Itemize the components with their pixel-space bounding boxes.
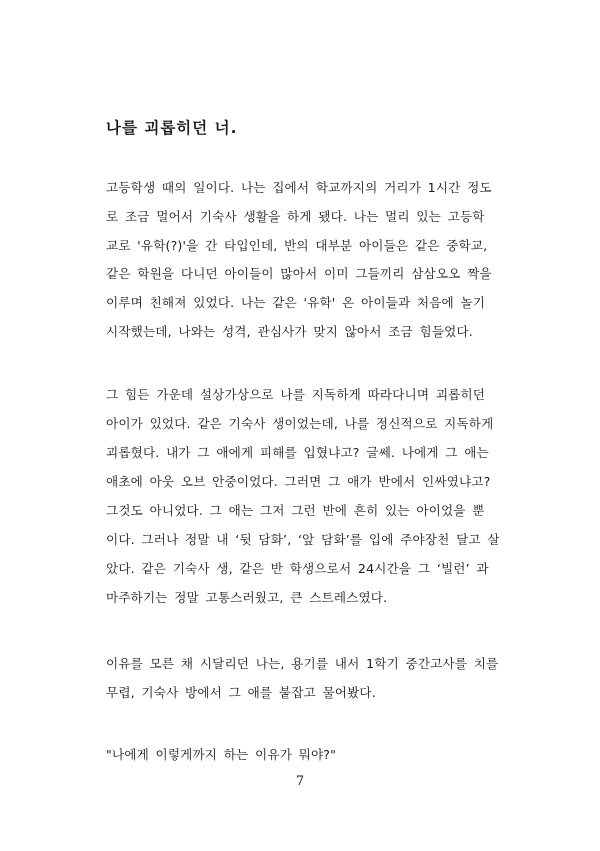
paragraph-3-line-1: 이유를 모른 채 시달리던 나는, 용기를 내서 1학기 중간고사를 치를 [106,656,499,671]
paragraph-2-line-3: 괴롭혔다. 내가 그 애에게 피해를 입혔냐고? 글쎄. 나에게 그 애는 [106,445,489,460]
paragraph-2-line-1: 그 힘든 가운데 설상가상으로 나를 지독하게 따라다니며 괴롭히던 [106,387,486,402]
page-number: 7 [295,774,305,789]
dialogue-line: "나에게 이렇게까지 하는 이유가 뭐야?" [106,747,337,762]
paragraph-2-line-2: 아이가 있었다. 같은 기숙사 생이었는데, 나를 정신적으로 지독하게 [106,416,494,431]
paragraph-2-line-7: 았다. 같은 기숙사 생, 같은 반 학생으로서 24시간을 그 ‘빌런’ 과 [106,561,489,576]
paragraph-1-line-1: 고등학생 때의 일이다. 나는 집에서 학교까지의 거리가 1시간 정도 [106,180,492,195]
paragraph-1-line-6: 시작했는데, 나와는 성격, 관심사가 맞지 않아서 조금 힘들었다. [106,324,473,339]
paragraph-1-line-4: 같은 학원을 다니던 아이들이 많아서 이미 그들끼리 삼삼오오 짝을 [106,266,492,281]
chapter-title: 나를 괴롭히던 너. [106,119,238,137]
paragraph-2-line-6: 이다. 그러나 정말 내 ‘뒷 담화’, ‘앞 담화’를 입에 주야장천 달고 살 [106,532,500,547]
paragraph-1-line-2: 로 조금 멀어서 기숙사 생활을 하게 됐다. 나는 멀리 있는 고등학 [106,209,485,224]
paragraph-1-line-3: 교로 '유학(?)'을 간 타입인데, 반의 대부분 아이들은 같은 중학교, [106,238,488,253]
paragraph-3-line-2: 무렵, 기숙사 방에서 그 애를 붙잡고 물어봤다. [106,685,376,700]
paragraph-2-line-8: 마주하기는 정말 고통스러웠고, 큰 스트레스였다. [106,590,388,605]
paragraph-2-line-4: 애초에 아웃 오브 안중이었다. 그러면 그 애가 반에서 인싸였냐고? [106,474,491,489]
paragraph-1-line-5: 이루며 친해져 있었다. 나는 같은 '유학' 온 아이들과 처음에 놀기 [106,295,486,310]
paragraph-2-line-5: 그것도 아니었다. 그 애는 그저 그런 반에 흔히 있는 아이었을 뿐 [106,503,485,518]
